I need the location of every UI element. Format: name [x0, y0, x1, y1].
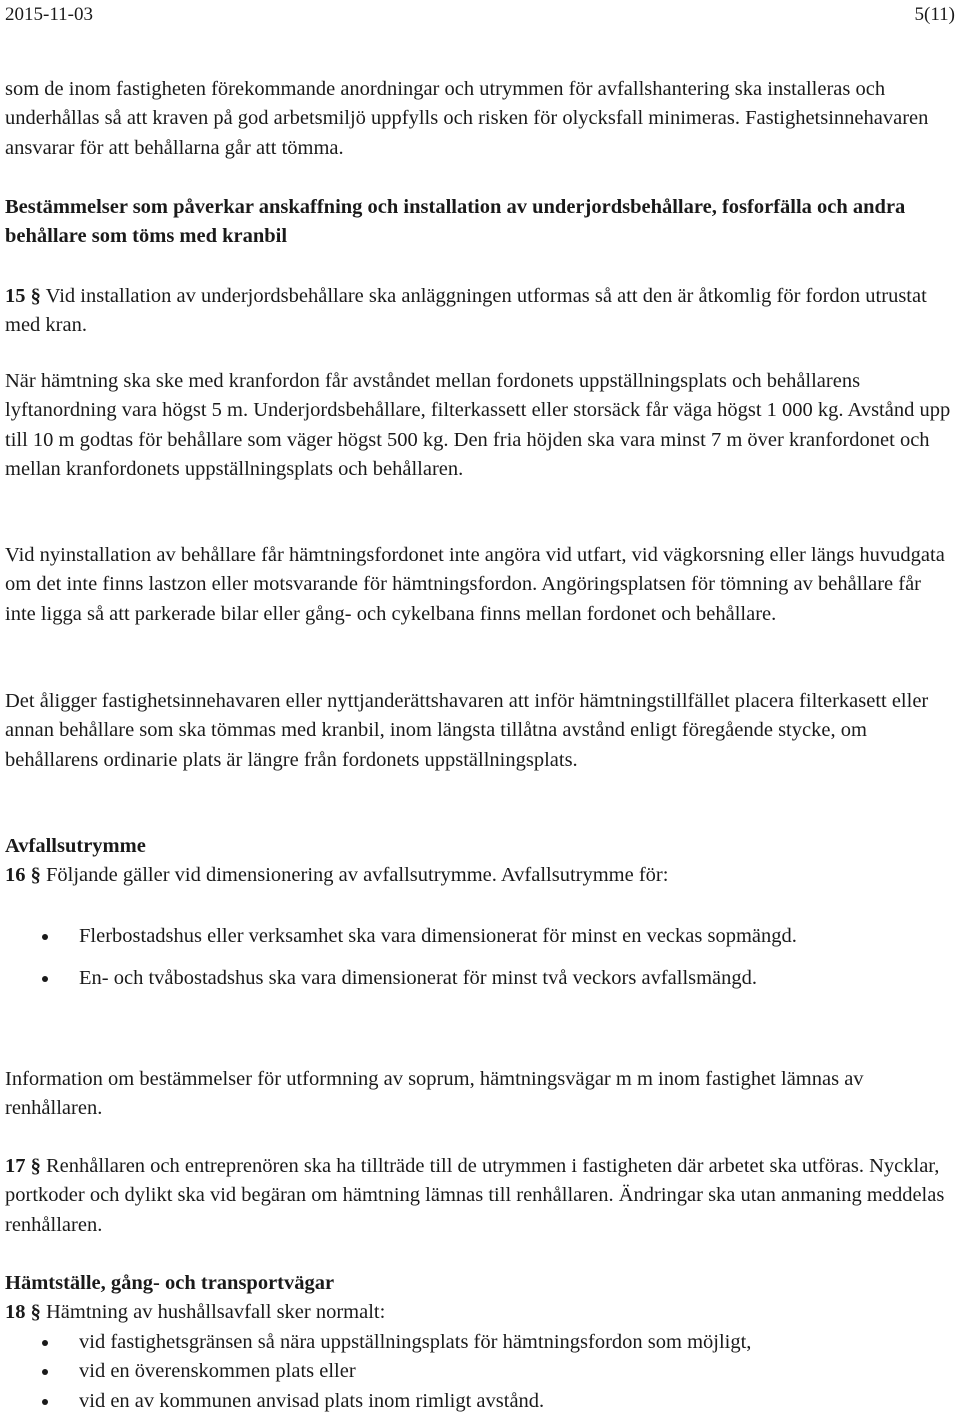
- list-item: Flerbostadshus eller verksamhet ska vara dimensionerat för minst en veckas sopmängd.: [5, 922, 955, 951]
- paragraph-17-text: Renhållaren och entreprenören ska ha tillträde till de utrymmen i fastigheten där arbetet ska utföras. Nycklar, portkoder och dylikt ska vid begäran om hämtning lämnas till renhållaren. Ändringar ska utan anmaning meddelas renhållaren.: [5, 1155, 945, 1236]
- paragraph-15-text: Vid installation av underjordsbehållare ska anläggningen utformas så att den är åtkomlig för fordon utrustat med kran.: [5, 285, 927, 337]
- header-page-number: 5(11): [914, 4, 955, 25]
- section-number-15: 15 §: [5, 285, 41, 307]
- bullet-icon: [42, 1399, 48, 1405]
- waste-room-bullet-list: [5, 922, 955, 994]
- paragraph-18: [5, 1298, 955, 1327]
- bullet-icon: [42, 934, 48, 940]
- paragraph-room-info: Information om bestämmelser för utformning av soprum, hämtningsvägar m m inom fastighet lämnas av renhållaren.: [5, 1068, 864, 1120]
- bullet-icon: [42, 976, 48, 982]
- page-header: [5, 4, 955, 28]
- heading-pickup-paths: Hämtställe, gång- och transportvägar: [5, 1272, 335, 1294]
- section-number-18: 18 §: [5, 1301, 41, 1323]
- pickup-bullet-list: [5, 1328, 955, 1416]
- bullet-icon: [42, 1369, 48, 1375]
- paragraph-16: [5, 861, 955, 890]
- list-item: En- och tvåbostadshus ska vara dimensionerat för minst två veckors avfallsmängd.: [5, 964, 955, 993]
- paragraph-16-text: Följande gäller vid dimensionering av avfallsutrymme. Avfallsutrymme för:: [46, 864, 669, 886]
- section-number-17: 17 §: [5, 1155, 41, 1177]
- intro-paragraph: som de inom fastigheten förekommande anordningar och utrymmen för avfallshantering ska installeras och underhållas så att kraven på god arbetsmiljö uppfylls och risken för olycksfall minimeras. Fastighetsinnehavaren ansvarar för att behållarna går att tömma.: [5, 78, 929, 159]
- heading-underground-containers: Bestämmelser som påverkar anskaffning och installation av underjordsbehållare, fosforfälla och andra behållare som töms med kranbil: [5, 196, 906, 248]
- paragraph-crane-pickup: När hämtning ska ske med kranfordon får avståndet mellan fordonets uppställningsplats och behållarens lyftanordning vara högst 5 m. Underjordsbehållare, filterkassett eller storsäck får väga högst 1 000 kg. Avstånd upp till 10 m godtas för behållare som väger högst 500 kg. Den fria höjden ska vara minst 7 m över kranfordonet och mellan kranfordonets uppställningsplats och behållaren.: [5, 370, 951, 480]
- paragraph-15: [5, 282, 955, 341]
- paragraph-owner-duty: Det åligger fastighetsinnehavaren eller nyttjanderättshavaren att inför hämtningstillfället placera filterkasett eller annan behållare som ska tömmas med kranbil, inom längsta tillåtna avstånd enligt föregående stycke, om behållarens ordinarie plats är längre från fordonets uppställningsplats.: [5, 690, 929, 771]
- bullet-icon: [42, 1340, 48, 1346]
- paragraph-new-installation: Vid nyinstallation av behållare får hämtningsfordonet inte angöra vid utfart, vid vägkorsning eller längs huvudgata om det inte finns lastzon eller motsvarande för hämtningsfordon. Angöringsplatsen för tömning av behållare får inte ligga så att parkerade bilar eller gång- och cykelbana finns mellan fordonet och behållare.: [5, 544, 945, 625]
- header-date: 2015-11-03: [5, 4, 93, 25]
- heading-waste-room: Avfallsutrymme: [5, 835, 146, 857]
- list-item: vid fastighetsgränsen så nära uppställningsplats för hämtningsfordon som möjligt,: [5, 1328, 955, 1357]
- paragraph-17: [5, 1152, 955, 1240]
- list-item: vid en överenskommen plats eller: [5, 1357, 955, 1386]
- paragraph-18-text: Hämtning av hushållsavfall sker normalt:: [46, 1301, 386, 1323]
- list-item: vid en av kommunen anvisad plats inom rimligt avstånd.: [5, 1387, 955, 1416]
- section-number-16: 16 §: [5, 864, 41, 886]
